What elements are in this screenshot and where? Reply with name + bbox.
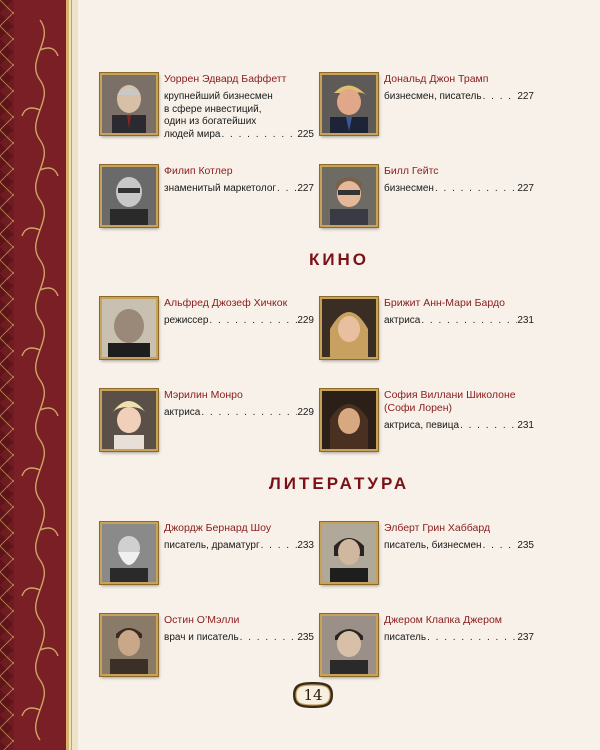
- leader-dots: [420, 315, 517, 328]
- leader-dots: [200, 407, 297, 420]
- description-line: крупнейший бизнесмен: [164, 91, 273, 102]
- entry-description: [384, 91, 534, 104]
- contents-page: [78, 0, 600, 750]
- contents-entry[interactable]: [100, 522, 315, 592]
- page-reference: 235: [297, 632, 314, 643]
- description-line: один из богатейших: [164, 116, 257, 127]
- portrait-photo: [100, 522, 158, 584]
- page-number-badge: [290, 680, 336, 710]
- description-last-line: писатель, драматург: [164, 540, 260, 551]
- portrait-photo: [100, 389, 158, 451]
- description-last-line: врач и писатель: [164, 632, 239, 643]
- entry-name: Брижит Анн-Мари Бардо: [384, 297, 505, 309]
- page-reference: 227: [297, 183, 314, 194]
- leader-dots: [208, 315, 297, 328]
- entry-description: [384, 420, 534, 433]
- entry-name: Альфред Джозеф Хичкок: [164, 297, 288, 309]
- contents-entry[interactable]: [320, 389, 535, 459]
- entry-name: Мэрилин Монро: [164, 389, 243, 401]
- section-heading: ЛИТЕРАТУРА: [268, 474, 410, 493]
- entry-description: [164, 315, 314, 328]
- leader-dots: [276, 183, 297, 196]
- leader-dots: [434, 183, 517, 196]
- entry-description: [384, 632, 534, 645]
- entry-description: [384, 315, 534, 328]
- description-last-line: бизнесмен, писатель: [384, 91, 482, 102]
- page-reference: 225: [297, 128, 314, 140]
- entry-description: [384, 183, 534, 196]
- portrait-photo: [320, 389, 378, 451]
- entry-name: Джером Клапка Джером: [384, 614, 503, 626]
- entry-description: [164, 183, 314, 196]
- entry-description: [164, 540, 314, 553]
- page-reference: 233: [297, 540, 314, 551]
- section-heading: КИНО: [308, 250, 370, 269]
- leader-dots: [482, 91, 518, 104]
- contents-entry[interactable]: [320, 73, 535, 143]
- decorative-border: [0, 0, 78, 750]
- contents-entry[interactable]: [320, 522, 535, 592]
- page-number: 14: [303, 686, 323, 704]
- entry-description: [164, 632, 314, 645]
- contents-entry[interactable]: [100, 297, 315, 367]
- contents-entry[interactable]: [320, 297, 535, 367]
- page-reference: 229: [297, 407, 314, 418]
- portrait-photo: [320, 165, 378, 227]
- page-reference: 231: [517, 420, 534, 431]
- leader-dots: [220, 129, 297, 142]
- description-last-line: актриса: [164, 407, 201, 418]
- page-reference: 237: [517, 632, 534, 643]
- portrait-photo: [320, 614, 378, 676]
- entry-description: [384, 540, 534, 553]
- leader-dots: [260, 540, 298, 553]
- contents-entry[interactable]: [100, 614, 315, 684]
- page-reference: 227: [517, 91, 534, 102]
- description-last-line: писатель, бизнесмен: [384, 540, 482, 551]
- portrait-photo: [320, 73, 378, 135]
- description-last-line: актриса: [384, 315, 421, 326]
- entry-description: [164, 407, 314, 420]
- page-reference: 229: [297, 315, 314, 326]
- entry-description: [164, 91, 314, 141]
- portrait-photo: [100, 165, 158, 227]
- entry-name: Элберт Грин Хаббард: [384, 522, 491, 534]
- page-reference: 227: [517, 183, 534, 194]
- entry-name: Дональд Джон Трамп: [384, 73, 489, 85]
- portrait-photo: [320, 522, 378, 584]
- page-reference: 235: [517, 540, 534, 551]
- leader-dots: [459, 420, 517, 433]
- description-last-line: знаменитый маркетолог: [164, 183, 277, 194]
- description-last-line: режиссер: [164, 315, 209, 326]
- portrait-photo: [100, 614, 158, 676]
- entry-name: София Виллани Шиколоне (Софи Лорен): [384, 389, 516, 414]
- description-last-line: людей мира: [164, 128, 221, 140]
- entry-name: Джордж Бернард Шоу: [164, 522, 272, 534]
- description-last-line: бизнесмен: [384, 183, 434, 194]
- description-last-line: писатель: [384, 632, 427, 643]
- contents-entry[interactable]: [320, 614, 535, 684]
- portrait-photo: [320, 297, 378, 359]
- contents-entry[interactable]: [100, 165, 315, 235]
- description-line: в сфере инвестиций,: [164, 103, 262, 115]
- portrait-photo: [100, 297, 158, 359]
- contents-entry[interactable]: [100, 73, 315, 143]
- contents-entry[interactable]: [320, 165, 535, 235]
- entry-name: Остин О’Мэлли: [164, 614, 240, 626]
- portrait-photo: [100, 73, 158, 135]
- description-last-line: актриса, певица: [384, 420, 460, 431]
- ornament-border-graphic: [0, 0, 78, 750]
- leader-dots: [239, 632, 298, 645]
- entry-name: Филип Котлер: [164, 165, 233, 177]
- page-reference: 231: [517, 315, 534, 326]
- entry-name: Уоррен Эдвард Баффетт: [164, 73, 287, 85]
- leader-dots: [482, 540, 518, 553]
- leader-dots: [426, 632, 517, 645]
- entry-name: Билл Гейтс: [384, 165, 439, 177]
- contents-entry[interactable]: [100, 389, 315, 459]
